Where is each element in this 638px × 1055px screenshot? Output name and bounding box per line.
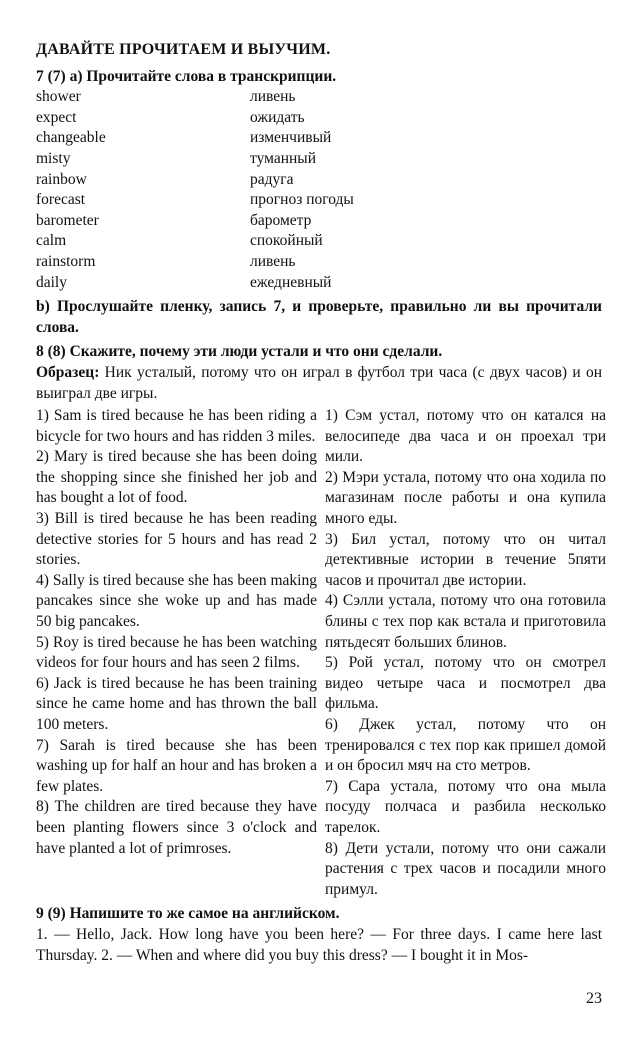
textbook-page <box>36 40 606 966</box>
vocab-ru: ожидать <box>250 108 305 126</box>
vocab-en: calm <box>36 232 67 250</box>
example-paragraph <box>36 363 602 404</box>
list-item: 2) Mary is tired because she has been doing the shopping since she finished her job and has bought a lot of food. <box>36 448 317 507</box>
task-7a-title: 7 (7) а) Прочитайте слова в транскрипции. <box>36 67 337 85</box>
task-7b-text: b) Прослушайте пленку, запись 7, и проверьте, правильно ли вы прочитали слова. <box>36 298 602 336</box>
list-item: 7) Sarah is tired because she has been washing up for half an hour and has broken a few plates. <box>36 736 317 795</box>
russian-column <box>325 406 606 900</box>
task-9-text: 1. — Hello, Jack. How long have you been here? — For three days. I came here last Thursday. 2. — When and where did you buy this dress? — I bought it in Mos- <box>36 925 602 964</box>
list-item: 5) Рой устал, потому что он смотрел видео четыре часа и посмотрел два фильма. <box>325 654 606 713</box>
vocab-en: rainstorm <box>36 252 96 270</box>
list-item: 7) Сара устала, потому что она мыла посуду полчаса и разбила несколько тарелок. <box>325 777 606 836</box>
vocab-en: forecast <box>36 191 86 209</box>
list-item: 4) Сэлли устала, потому что она готовила блины с тех пор как встала и приготовила пятьдесят больших блинов. <box>325 592 606 651</box>
two-column-exercise <box>36 406 606 900</box>
vocabulary-list <box>36 87 602 293</box>
list-item: 8) The children are tired because they have been planting flowers since 3 o'clock and have planted a lot of primroses. <box>36 798 317 857</box>
vocab-ru: радуга <box>250 170 294 188</box>
vocab-en: daily <box>36 273 67 291</box>
vocab-ru: изменчивый <box>250 129 332 147</box>
section-heading: ДАВАЙТЕ ПРОЧИТАЕМ И ВЫУЧИМ. <box>36 41 331 58</box>
list-item: 1) Sam is tired because he has been riding a bicycle for two hours and has ridden 3 miles. <box>36 407 317 445</box>
vocab-en: barometer <box>36 211 99 229</box>
list-item: 1) Сэм устал, потому что он катался на велосипеде два часа и он проехал три мили. <box>325 407 606 466</box>
list-item: 8) Дети устали, потому что они сажали растения с трех часов и посадили много примул. <box>325 839 606 898</box>
vocab-ru: спокойный <box>250 232 323 250</box>
vocab-en: misty <box>36 149 71 167</box>
list-item: 5) Roy is tired because he has been watching videos for four hours and has seen 2 films. <box>36 633 317 672</box>
vocab-en: rainbow <box>36 170 87 188</box>
vocab-ru: ежедневный <box>250 273 332 291</box>
vocab-en: changeable <box>36 129 106 147</box>
list-item: 6) Джек устал, потому что он тренировался с тех пор как пришел домой и он бросил мяч на сто метров. <box>325 716 606 775</box>
vocab-ru: ливень <box>250 88 296 106</box>
english-column <box>36 406 317 900</box>
vocab-en: shower <box>36 88 81 106</box>
task-8-title: 8 (8) Скажите, почему эти люди устали и что они сделали. <box>36 343 443 361</box>
vocab-en: expect <box>36 108 77 126</box>
list-item: 4) Sally is tired because she has been making pancakes since she woke up and has made 50 big pancakes. <box>36 571 317 631</box>
vocab-ru: барометр <box>250 211 312 229</box>
list-item: 3) Бил устал, потому что он читал детективные истории в течение 5пяти часов и прочитал две истории. <box>325 530 606 589</box>
example-text: Ник усталый, потому что он играл в футбол три часа (с двух часов) и он выиграл две игры. <box>36 363 602 402</box>
page-number: 23 <box>586 990 602 1007</box>
task-9-title: 9 (9) Напишите то же самое на английском. <box>36 905 340 923</box>
vocab-ru: ливень <box>250 252 296 270</box>
example-label: Образец: <box>36 363 100 381</box>
list-item: 2) Мэри устала, потому что она ходила по магазинам после работы и она купила много еды. <box>325 468 606 528</box>
vocab-ru: туманный <box>250 149 316 167</box>
vocab-ru: прогноз погоды <box>250 191 354 209</box>
list-item: 3) Bill is tired because he has been reading detective stories for 5 hours and has read 2 stories. <box>36 510 317 569</box>
list-item: 6) Jack is tired because he has been training since he came home and has thrown the ball 100 meters. <box>36 674 317 733</box>
